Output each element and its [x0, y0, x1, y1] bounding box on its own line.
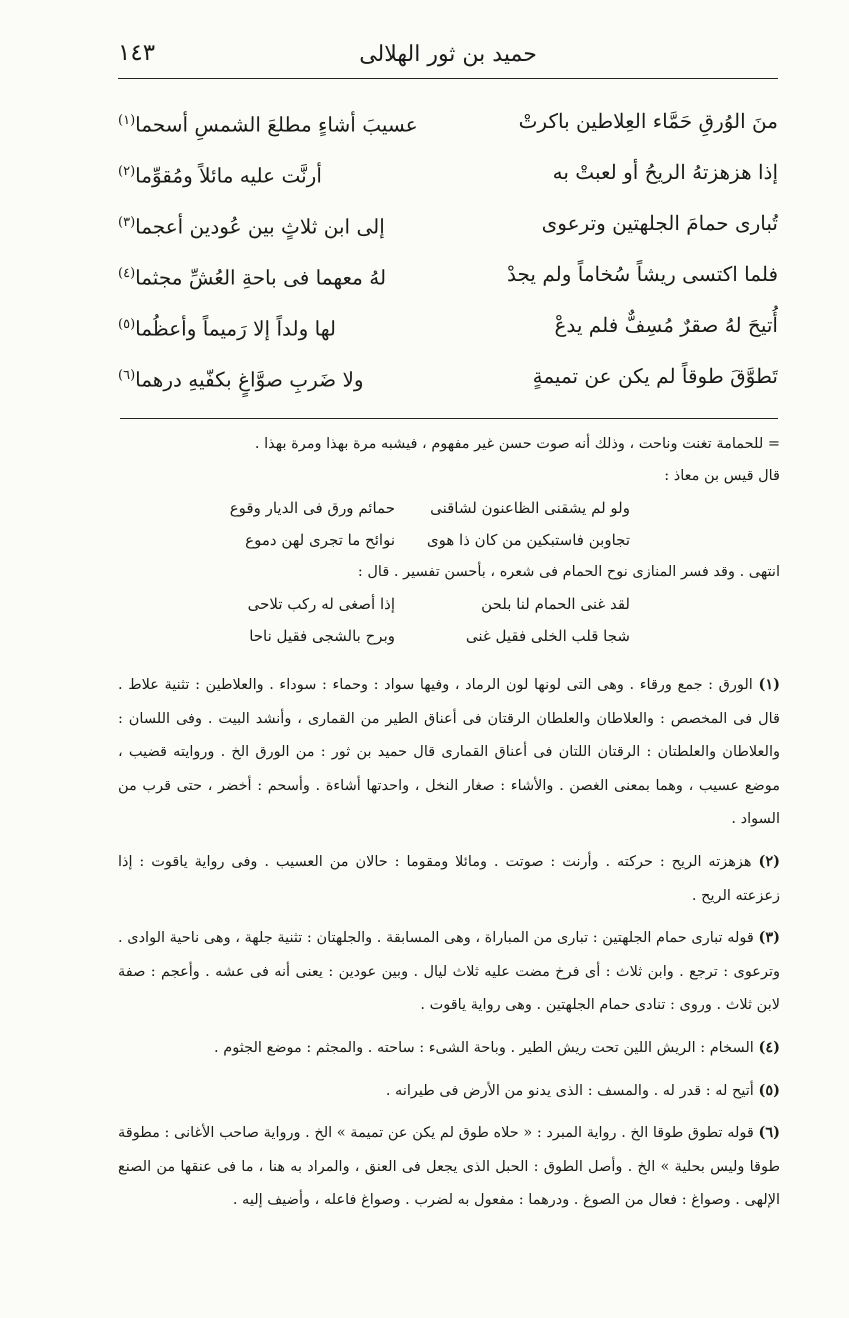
verse-6-second-hemistich-text: ولا ضَربِ صوَّاغٍ بكفّيهِ درهما [135, 367, 364, 392]
verse-4 [118, 253, 778, 304]
verse-3-second-hemistich [118, 202, 436, 248]
quoted-verse [118, 524, 780, 556]
quoted-verse [118, 588, 780, 620]
footnote-6 [118, 1116, 780, 1218]
verse-5-first-hemistich: أُتيحَ لهُ صقرٌ مُسِفٌّ فلم يدعْ [554, 313, 778, 337]
verse-6-footnote-ref: (٦) [118, 368, 136, 383]
footnote-number: (١) [758, 676, 780, 693]
page-header [118, 38, 778, 79]
footnote-3 [118, 921, 780, 1023]
verse-4-first-hemistich: فلما اكتسى ريشاً سُخاماً ولم يجدْ [506, 262, 778, 286]
footnote-text: الورق : جمع ورقاء . وهى التى لونها لون الرماد ، وفيها سواد : وحماء : سوداء . والعلاطين : تثنية علاط . قال فى المخصص : والعلاطان والعلطان الرقتان فى أعناق الطير من القمارى ، وأنشد البيت . وفى اللسان : والعلاطان والعلطتان : الرقتان اللتان فى أعناق القمارى قال حميد بن ثور : من الورق الخ . وروايته قضيب ، موضع عسيب ، وهما بمعنى الغصن . والأشاء : صغار النخل ، واحدتها أشاءة . وأسحم : أخضر ، حتى قرب من السواد . [118, 677, 780, 828]
footnote-text: قوله تبارى حمام الجلهتين : تبارى من المباراة ، وهى المسابقة . والجلهتان : تثنية جلهة ، وهى ناحية الوادى . وترعوى : ترجع . وابن ثلاث : أى فرخ مضت عليه ثلاث ليال . وبين عودين : يعنى أنه فى عشه . وأعجم : صفة لابن ثلاث . وروى : تنادى حمام الجلهتين . وهى رواية ياقوت . [118, 930, 780, 1014]
verse-1-first-hemistich: منَ الوُرقِ حَمَّاء العِلاطين باكرتْ [518, 109, 778, 133]
quoted-hemistich: وبرح بالشجى فقيل ناحا [249, 627, 395, 645]
quoted-verse [118, 492, 780, 524]
verse-6-first-hemistich: تَطوَّقَ طوقاً لم يكن عن تميمةٍ [532, 364, 778, 388]
verse-2-footnote-ref: (٢) [118, 164, 136, 179]
verse-2-first-hemistich: إذا هزهزتهُ الريحُ أو لعبتْ به [552, 160, 778, 184]
continuation-line: قال قيس بن معاذ : [664, 468, 780, 484]
footnote-number: (٣) [758, 929, 780, 947]
verse-5-second-hemistich [118, 304, 436, 350]
verse-2 [118, 151, 778, 202]
quoted-hemistich: ولو لم يشقنى الظاعنون لشاقنى [430, 499, 630, 517]
quoted-hemistich: نوائح ما تجرى لهن دموع [245, 531, 395, 549]
footnote-1 [118, 668, 780, 837]
verse-4-footnote-ref: (٤) [118, 266, 136, 281]
footnote-number: (٢) [758, 852, 780, 870]
footnote-text: هزهزته الريح : حركته . وأرنت : صوتت . ومائلا ومقوما : حالان من العسيب . وفى رواية ياقوت : إذا زعزعته الريح . [118, 853, 780, 904]
quoted-verse [118, 620, 780, 652]
quoted-hemistich: حمائم ورق فى الديار وقوع [229, 499, 395, 517]
verse-3-first-hemistich: تُبارى حمامَ الجلهتين وترعوى [541, 211, 778, 235]
footnote-number: (٦) [758, 1124, 780, 1142]
footnotes [118, 668, 780, 1226]
poem [118, 100, 778, 406]
verse-5-second-hemistich-text: لها ولداً إلا رَميماً وأعظُما [135, 316, 337, 341]
verse-2-second-hemistich [118, 151, 436, 197]
verse-6-second-hemistich [118, 355, 436, 401]
verse-4-second-hemistich [118, 253, 436, 299]
footnote-text: السخام : الريش اللين تحت ريش الطير . وباحة الشىء : ساحته . والمجثم : موضع الجثوم . [214, 1039, 754, 1056]
verse-6 [118, 355, 778, 406]
verse-1-footnote-ref: (١) [118, 113, 136, 128]
footnote-5 [118, 1074, 780, 1109]
footnote-number: (٥) [758, 1081, 780, 1099]
running-title: حميد بن ثور الهلالى [359, 42, 537, 67]
verse-3-second-hemistich-text: إلى ابن ثلاثٍ بين عُودين أعجما [135, 214, 385, 239]
verse-1-second-hemistich-text: عسيبَ أشاءٍ مطلعَ الشمسِ أسحما [135, 112, 418, 137]
verse-1 [118, 100, 778, 151]
footnote-2 [118, 845, 780, 913]
footnote-continuation [118, 428, 780, 652]
footnote-number: (٤) [758, 1038, 780, 1056]
continuation-line: انتهى . وقد فسر المنازى نوح الحمام فى شعره ، بأحسن تفسير . قال : [357, 564, 780, 580]
quoted-hemistich: لقد غنى الحمام لنا بلحن [481, 595, 630, 613]
continuation-line: = للحمامة تغنت وناحت ، وذلك أنه صوت حسن غير مفهوم ، فيشبه مرة بهذا ومرة بهذا . [254, 436, 780, 452]
verse-5-footnote-ref: (٥) [118, 317, 136, 332]
quoted-hemistich: شجا قلب الخلى فقيل غنى [465, 627, 630, 645]
verse-1-second-hemistich [118, 100, 436, 146]
footnote-divider [120, 418, 778, 419]
verse-2-second-hemistich-text: أرنَّت عليه مائلاً ومُقوِّما [135, 163, 322, 188]
quoted-hemistich: تجاوبن فاستبكين من كان ذا هوى [426, 531, 630, 549]
footnote-4 [118, 1031, 780, 1066]
verse-5 [118, 304, 778, 355]
footnote-text: أتيح له : قدر له . والمسف : الذى يدنو من الأرض فى طيرانه . [385, 1082, 754, 1099]
quoted-hemistich: إذا أصغى له ركب تلاحى [247, 595, 395, 613]
page-number: ١٤٣ [118, 40, 156, 66]
footnote-text: قوله تطوق طوقا الخ . رواية المبرد : « حلاه طوق لم يكن عن تميمة » الخ . ورواية صاحب الأغانى : مطوقة طوقا وليس بحلية » الخ . وأصل الطوق : الحبل الذى يجعل فى العنق ، والمراد به هنا ، ما فى عنقها من الصنع الإلهى . وصواغ : فعال من الصوغ . ودرهما : مفعول به لضرب . وصواغ فاعله ، وأضيف إليه . [118, 1125, 780, 1209]
verse-3 [118, 202, 778, 253]
verse-3-footnote-ref: (٣) [118, 215, 136, 230]
verse-4-second-hemistich-text: لهُ معهما فى باحةِ العُشِّ مجثما [135, 265, 387, 290]
